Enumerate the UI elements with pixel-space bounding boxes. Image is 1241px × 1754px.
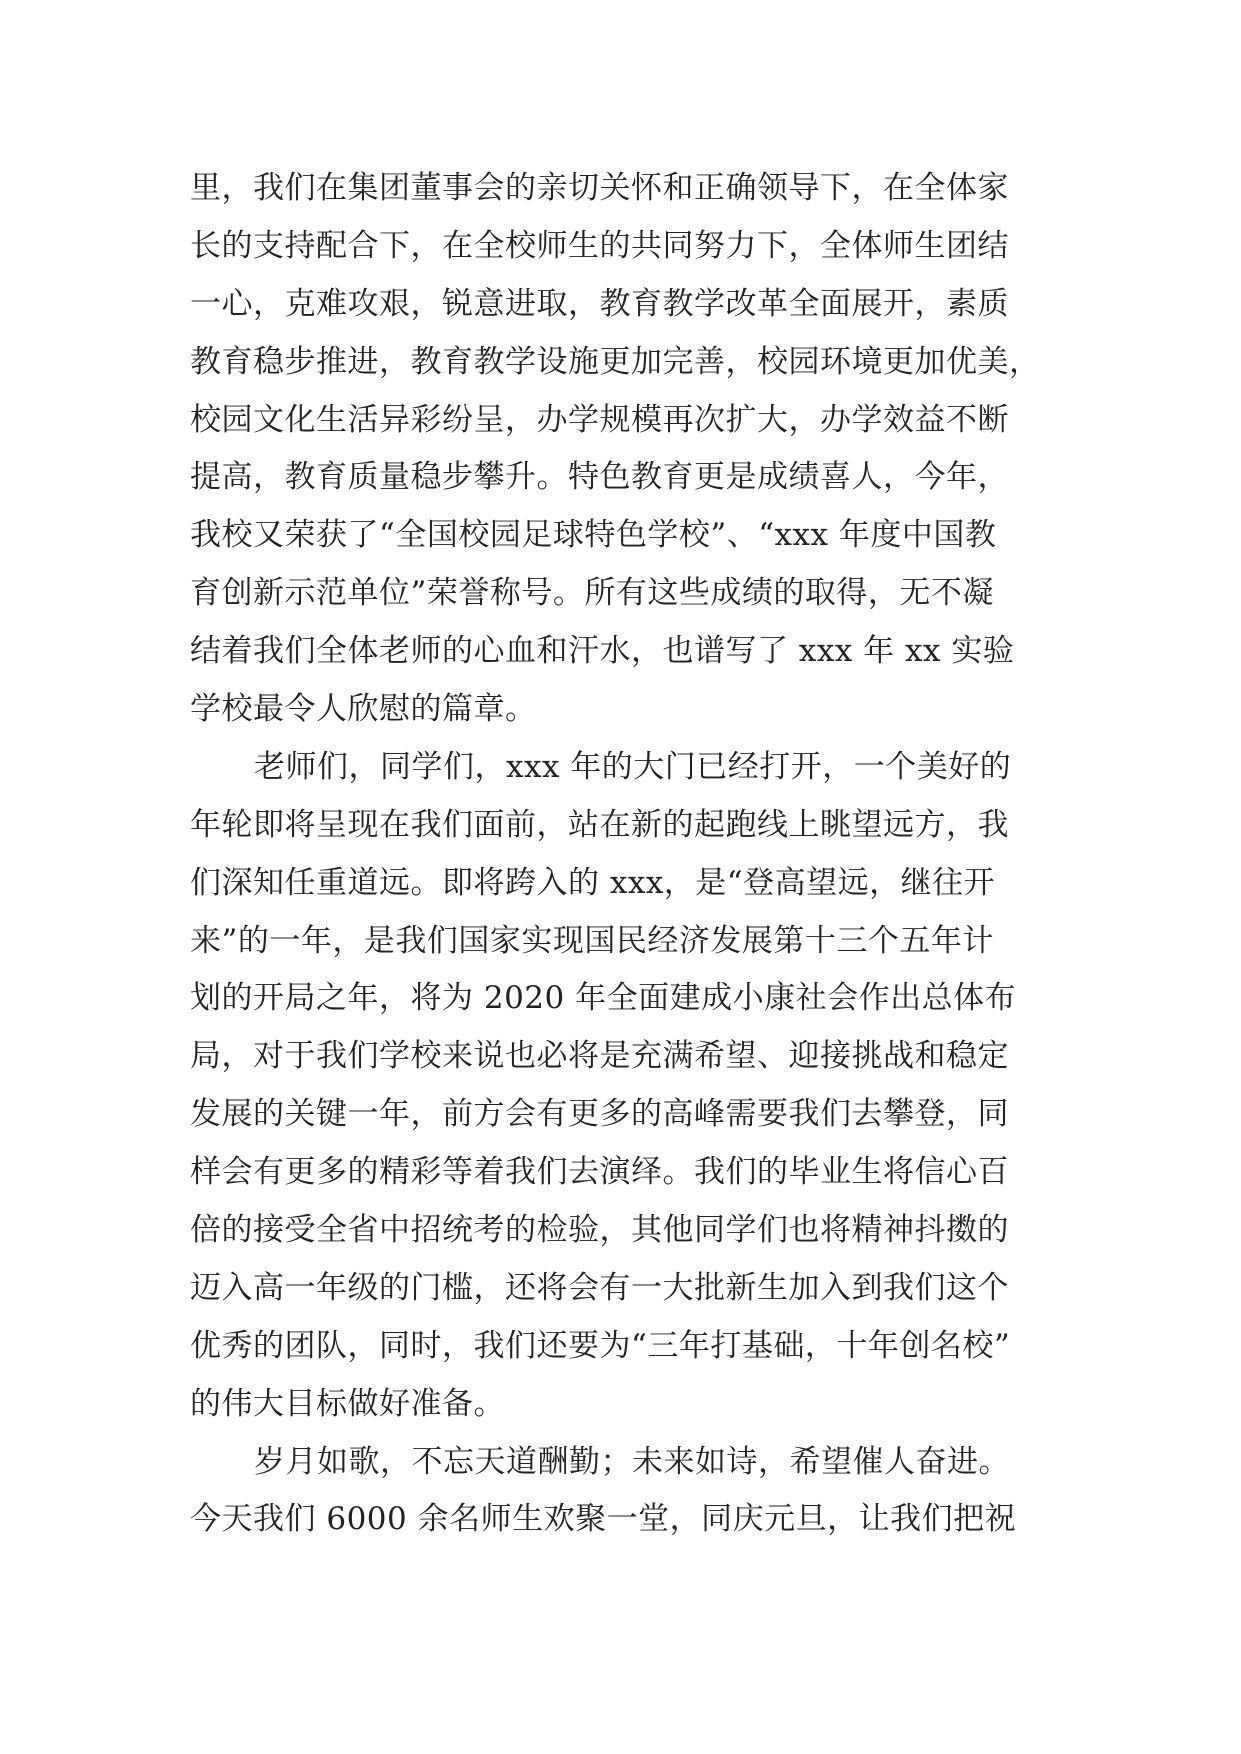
text-line: 的伟大目标做好准备。 <box>190 1385 505 1422</box>
text-line: 长的支持配合下，在全校师生的共同努力下，全体师生团结 <box>190 227 1009 264</box>
text-line: 样会有更多的精彩等着我们去演绎。我们的毕业生将信心百 <box>190 1154 1009 1191</box>
text-line: 老师们，同学们，xxx 年的大门已经打开，一个美好的 <box>254 748 1012 785</box>
text-line: 划的开局之年，将为 2020 年全面建成小康社会作出总体布 <box>190 980 1017 1017</box>
text-line: 提高，教育质量稳步攀升。特色教育更是成绩喜人，今年， <box>190 459 1009 496</box>
text-line: 迈入高一年级的门槛，还将会有一大批新生加入到我们这个 <box>190 1269 1009 1306</box>
text-line: 来”的一年，是我们国家实现国民经济发展第十三个五年计 <box>190 922 994 959</box>
paragraph <box>190 1434 1062 1550</box>
text-line: 们深知任重道远。即将跨入的 xxx，是“登高望远，继往开 <box>190 864 996 901</box>
text-line: 一心，克难攻艰，锐意进取，教育教学改革全面展开，素质 <box>190 285 1009 322</box>
paragraph <box>190 160 1062 739</box>
text-line: 岁月如歌，不忘天道酬勤；未来如诗，希望催人奋进。 <box>254 1443 1010 1480</box>
text-line: 今天我们 6000 余名师生欢聚一堂，同庆元旦，让我们把祝 <box>190 1501 1017 1538</box>
text-line: 发展的关键一年，前方会有更多的高峰需要我们去攀登，同 <box>190 1096 1009 1133</box>
text-line: 结着我们全体老师的心血和汗水，也谱写了 xxx 年 xx 实验 <box>190 633 1015 670</box>
text-line: 校园文化生活异彩纷呈，办学规模再次扩大，办学效益不断 <box>190 401 1009 438</box>
paragraph <box>190 739 1062 1434</box>
text-line: 局，对于我们学校来说也必将是充满希望、迎接挑战和稳定 <box>190 1038 1009 1075</box>
text-line: 里，我们在集团董事会的亲切关怀和正确领导下，在全体家 <box>190 170 1009 206</box>
text-line: 年轮即将呈现在我们面前，站在新的起跑线上眺望远方，我 <box>190 806 1009 843</box>
text-line: 优秀的团队，同时，我们还要为“三年打基础，十年创名校” <box>190 1327 1011 1364</box>
text-line: 学校最令人欣慰的篇章。 <box>190 691 537 728</box>
text-line: 教育稳步推进，教育教学设施更加完善，校园环境更加优美， <box>190 343 1041 380</box>
text-line: 倍的接受全省中招统考的检验，其他同学们也将精神抖擞的 <box>190 1212 1009 1249</box>
text-line: 育创新示范单位”荣誉称号。所有这些成绩的取得，无不凝 <box>190 575 994 612</box>
body-text <box>190 160 1062 1549</box>
text-line: 我校又荣获了“全国校园足球特色学校”、“xxx 年度中国教 <box>190 517 997 554</box>
